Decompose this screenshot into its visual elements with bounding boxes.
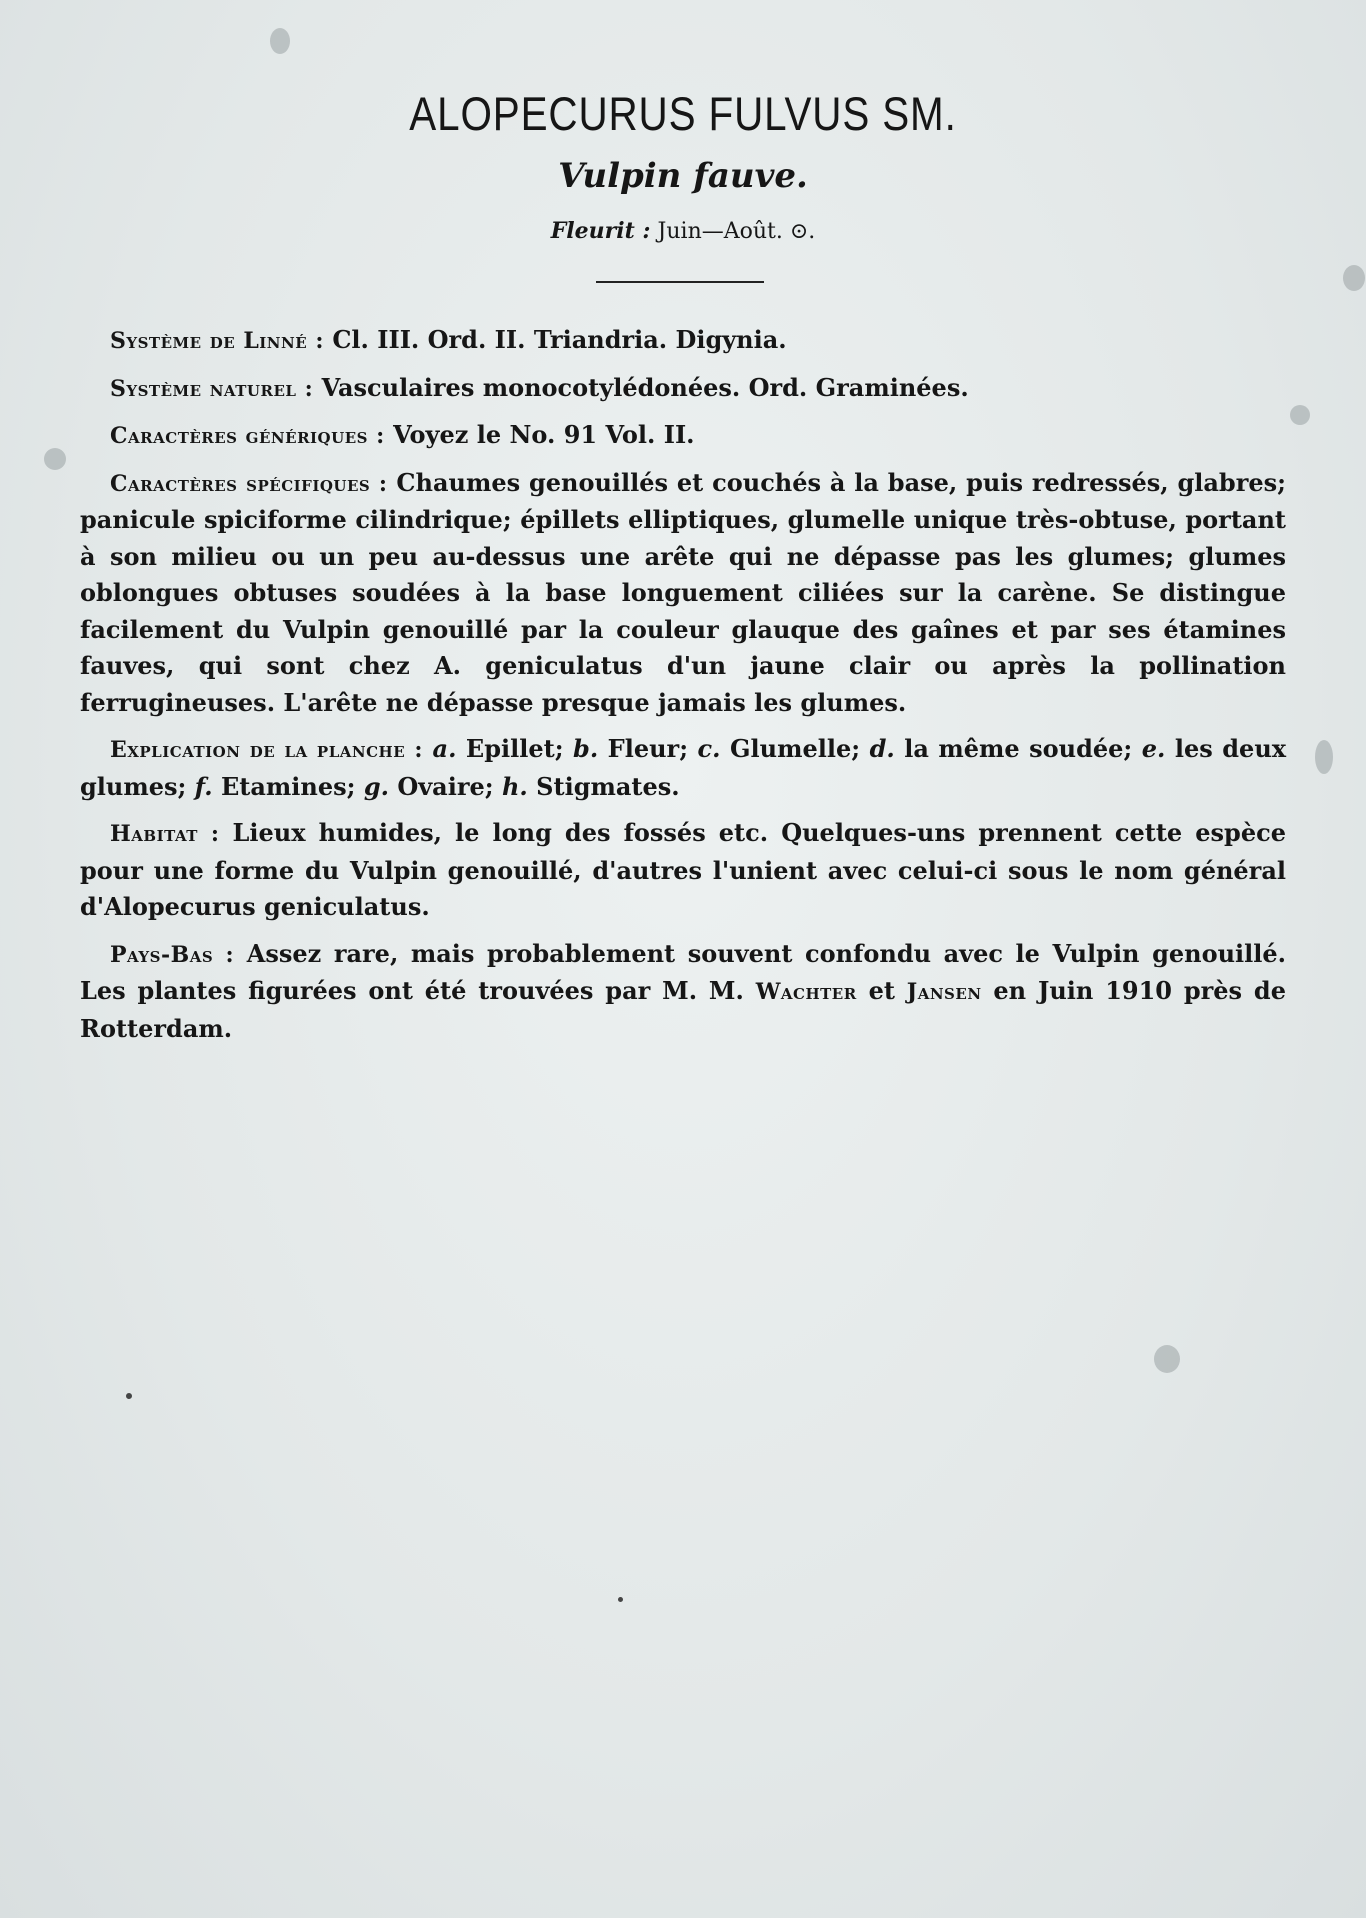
plate-item: g. Ovaire; (363, 771, 494, 801)
foxing-spot (44, 448, 66, 470)
section-text: Voyez le No. 91 Vol. II. (393, 420, 695, 449)
foxing-spot (1315, 740, 1333, 774)
section-habitat (80, 815, 1286, 926)
flowering-label: Fleurit : (550, 218, 651, 244)
section-label: Caractères spécifiques : (110, 470, 388, 497)
section-label: Caractères génériques : (110, 423, 385, 449)
foxing-spot (618, 1597, 623, 1602)
section-text: Chaumes genouillés et couchés à la base, puis redressés, glabres; panicule spiciforme cilindrique; épillets elliptiques, glumelle unique très-obtuse, portant à son milieu ou un peu au-dessus une arête qui ne dépasse pas les glumes; glumes oblongues obtuses soudées à la base longuement ciliées sur la carène. Se distingue facilement du Vulpin genouillé par la couleur glauque des gaînes et par ses étamines fauves, qui sont chez A. geniculatus d'un jaune clair ou après la pollination ferrugineuses. L'arête ne dépasse presque jamais les glumes. (80, 467, 1286, 717)
section-label: Système naturel : (110, 375, 314, 402)
section-paysbas: Pays-Bas : Assez rare, mais probablement souvent confondu avec le Vulpin genouillé. Les plantes figurées ont été trouvées par M. M. Wachter et Jansen en Juin 1910 près de Rotterdam. (80, 938, 1287, 1043)
plate-item: d. la même soudée; (869, 734, 1133, 763)
section-generiques (80, 417, 1286, 455)
section-label: Système de Linné : (110, 328, 324, 354)
description-body (80, 322, 1286, 1057)
title-divider (596, 281, 764, 283)
collector-name: Wachter (755, 979, 857, 1005)
section-label: Pays-Bas : (110, 941, 235, 968)
plate-item: c. Glumelle; (697, 734, 861, 763)
section-specifiques (80, 465, 1286, 722)
section-text: Lieux humides, le long des fossés etc. Quelques-uns prennent cette espèce pour une forme du Vulpin genouillé, d'autres l'unient avec celui-ci sous le nom général d'Alopecurus geniculatus. (80, 818, 1286, 921)
plate-item: b. Fleur; (573, 734, 689, 763)
common-name: Vulpin fauve. (558, 156, 808, 196)
section-planche (80, 731, 1286, 805)
foxing-spot (126, 1393, 132, 1399)
section-naturel (80, 370, 1286, 408)
section-label: Explication de la planche : (110, 737, 424, 763)
section-linne (80, 322, 1286, 360)
page-title: ALOPECURUS FULVUS SM. (409, 87, 957, 140)
foxing-spot (1154, 1345, 1180, 1373)
foxing-spot (270, 28, 290, 54)
foxing-spot (1290, 405, 1310, 425)
section-text: en Juin 1910 près de Rotterdam. (80, 976, 1286, 1043)
plate-item: f. Etamines; (194, 771, 356, 801)
section-text: Assez rare, mais probablement souvent confondu avec le Vulpin genouillé. Les plantes figurées ont été trouvées par M. M. (80, 938, 1287, 1005)
plate-item: h. Stigmates. (501, 771, 680, 801)
plate-item: e. les deux glumes; (80, 734, 1287, 801)
section-label: Habitat : (110, 821, 220, 847)
flowering-value: Juin—Août. ⊙. (657, 219, 816, 244)
collector-name: Jansen (906, 979, 982, 1005)
section-text: Vasculaires monocotylédonées. Ord. Graminées. (321, 372, 969, 402)
section-text: Cl. III. Ord. II. Triandria. Digynia. (332, 325, 787, 354)
flowering-line (0, 218, 1366, 244)
foxing-spot (1343, 265, 1365, 291)
plate-item: a. Epillet; (432, 734, 564, 763)
